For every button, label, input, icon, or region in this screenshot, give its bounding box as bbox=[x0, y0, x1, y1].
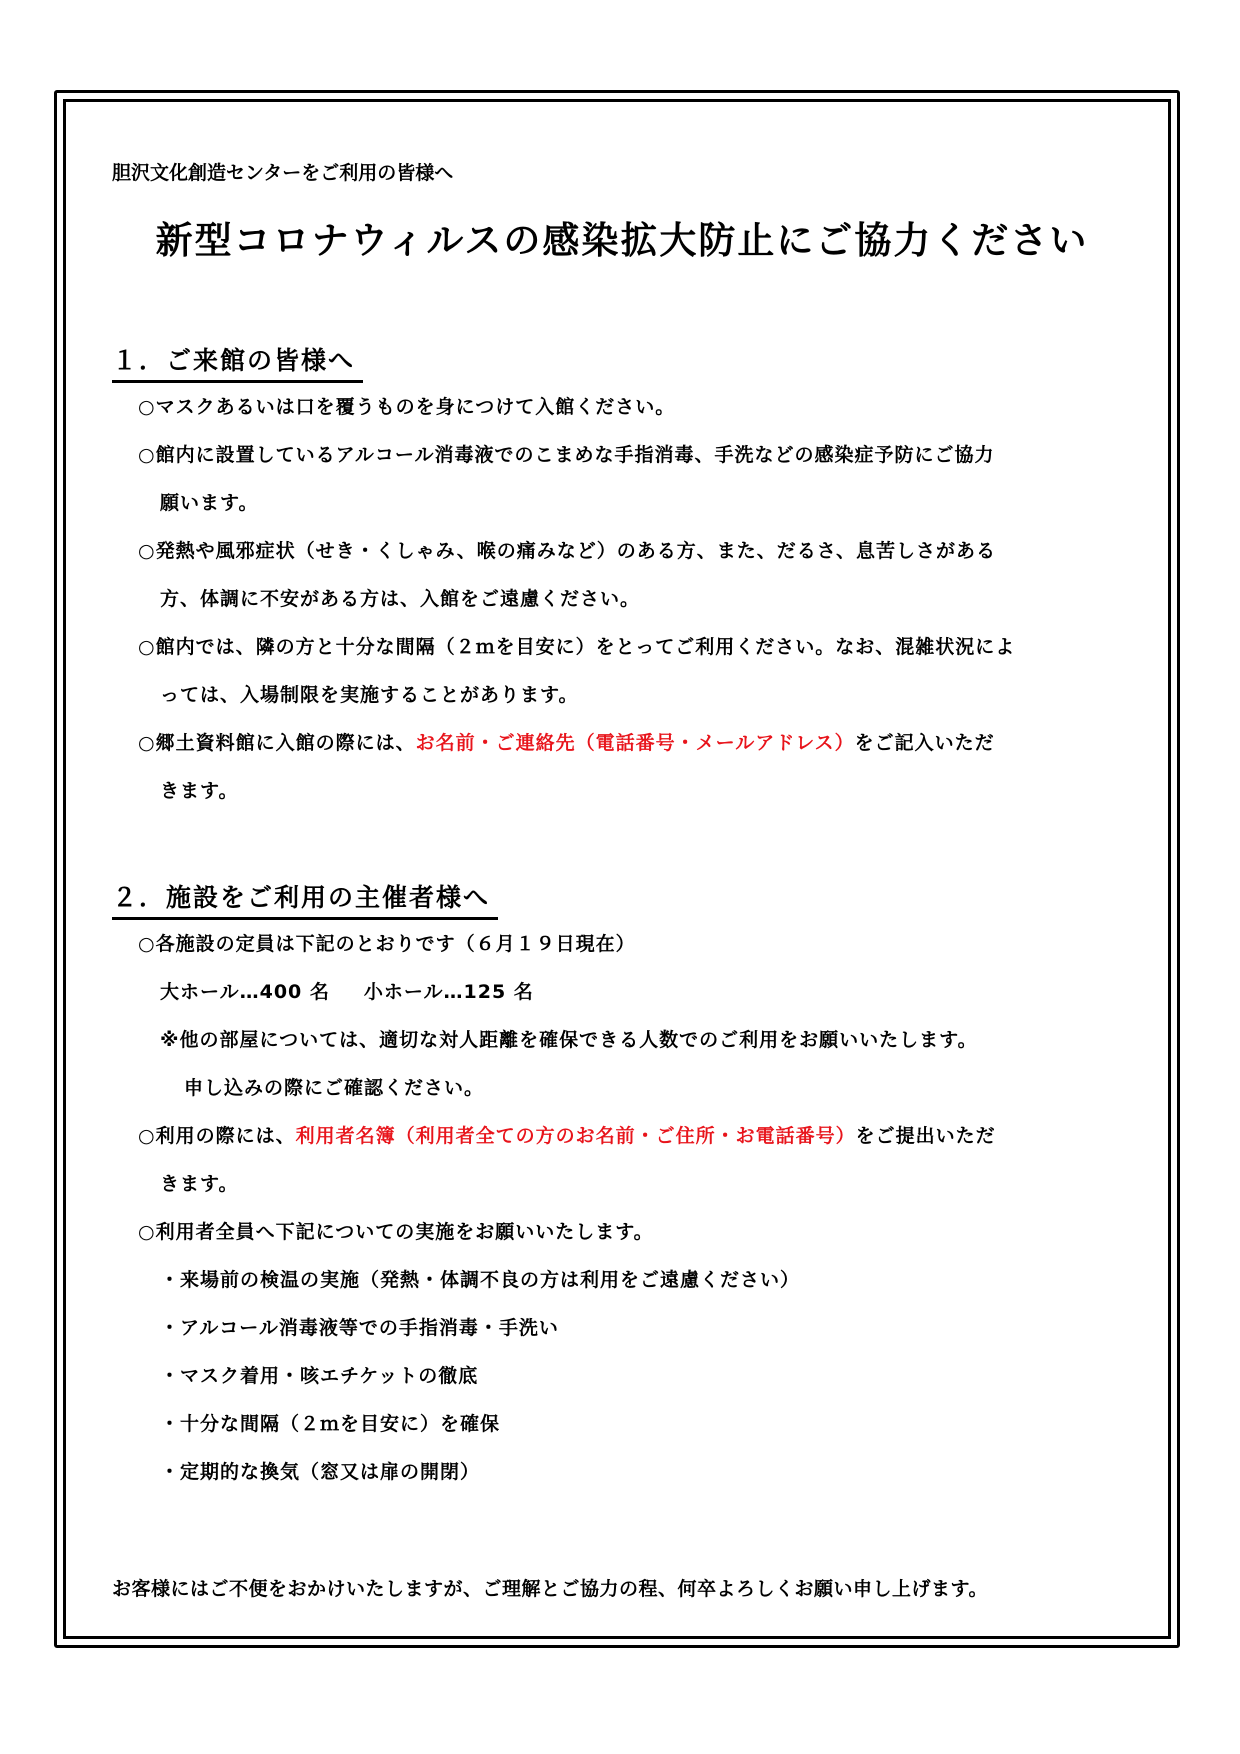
greeting-line: 胆沢文化創造センターをご利用の皆様へ bbox=[112, 162, 454, 184]
capacity-values bbox=[112, 968, 1132, 1016]
capacity-small-hall: 小ホール…125 名 bbox=[363, 981, 534, 1003]
highlight-user-roster: 利用者名簿（利用者全ての方のお名前・ご住所・お電話番号） bbox=[295, 1125, 856, 1147]
section-2-list bbox=[112, 920, 1132, 1496]
highlight-contact-info: お名前・ご連絡先（電話番号・メールアドレス） bbox=[415, 732, 855, 754]
capacity-large-hall: 大ホール…400 名 bbox=[160, 981, 330, 1003]
section-1 bbox=[112, 344, 1132, 815]
notice-content bbox=[112, 158, 1132, 1496]
bullet-item: ・来場前の検温の実施（発熱・体調不良の方は利用をご遠慮ください） bbox=[160, 1269, 801, 1291]
section-1-list bbox=[112, 383, 1132, 815]
list-item: ○郷土資料館に入館の際には、お名前・ご連絡先（電話番号・メールアドレス）をご記入いただ きます。 bbox=[138, 732, 995, 802]
list-item: ○利用の際には、利用者名簿（利用者全ての方のお名前・ご住所・お電話番号）をご提出いただ きます。 bbox=[138, 1125, 996, 1195]
section-2 bbox=[112, 881, 1132, 1496]
bullet-item: ・十分な間隔（２ｍを目安に）を確保 bbox=[160, 1413, 501, 1435]
list-item: ○利用者全員へ下記についての実施をお願いいたします。 bbox=[138, 1221, 654, 1243]
bullet-item: ・マスク着用・咳エチケットの徹底 bbox=[160, 1365, 479, 1387]
list-item: ○発熱や風邪症状（せき・くしゃみ、喉の痛みなど）のある方、また、だるさ、息苦しさがある 方、体調に不安がある方は、入館をご遠慮ください。 bbox=[138, 540, 996, 610]
bullet-item: ・定期的な換気（窓又は扉の開閉） bbox=[160, 1461, 481, 1483]
list-item: ○マスクあるいは口を覆うものを身につけて入館ください。 bbox=[138, 396, 676, 418]
capacity-intro: ○各施設の定員は下記のとおりです（６月１９日現在） bbox=[138, 933, 636, 955]
other-rooms-note: ※他の部屋については、適切な対人距離を確保できる人数でのご利用をお願いいたします。 申し込みの際にご確認ください。 bbox=[160, 1029, 978, 1099]
closing-message: お客様にはご不便をおかけいたしますが、ご理解とご協力の程、何卒よろしくお願い申し上げます。 bbox=[112, 1578, 988, 1600]
list-item: ○館内では、隣の方と十分な間隔（２ｍを目安に）をとってご利用ください。なお、混雑状況によ っては、入場制限を実施することがあります。 bbox=[138, 636, 1016, 706]
section-1-heading: １．ご来館の皆様へ bbox=[112, 344, 363, 383]
bullet-item: ・アルコール消毒液等での手指消毒・手洗い bbox=[160, 1317, 559, 1339]
notice-title: 新型コロナウィルスの感染拡大防止にご協力ください bbox=[155, 219, 1089, 262]
list-item: ○館内に設置しているアルコール消毒液でのこまめな手指消毒、手洗などの感染症予防にご協力 願います。 bbox=[138, 444, 995, 514]
section-2-heading: ２．施設をご利用の主催者様へ bbox=[112, 881, 498, 920]
